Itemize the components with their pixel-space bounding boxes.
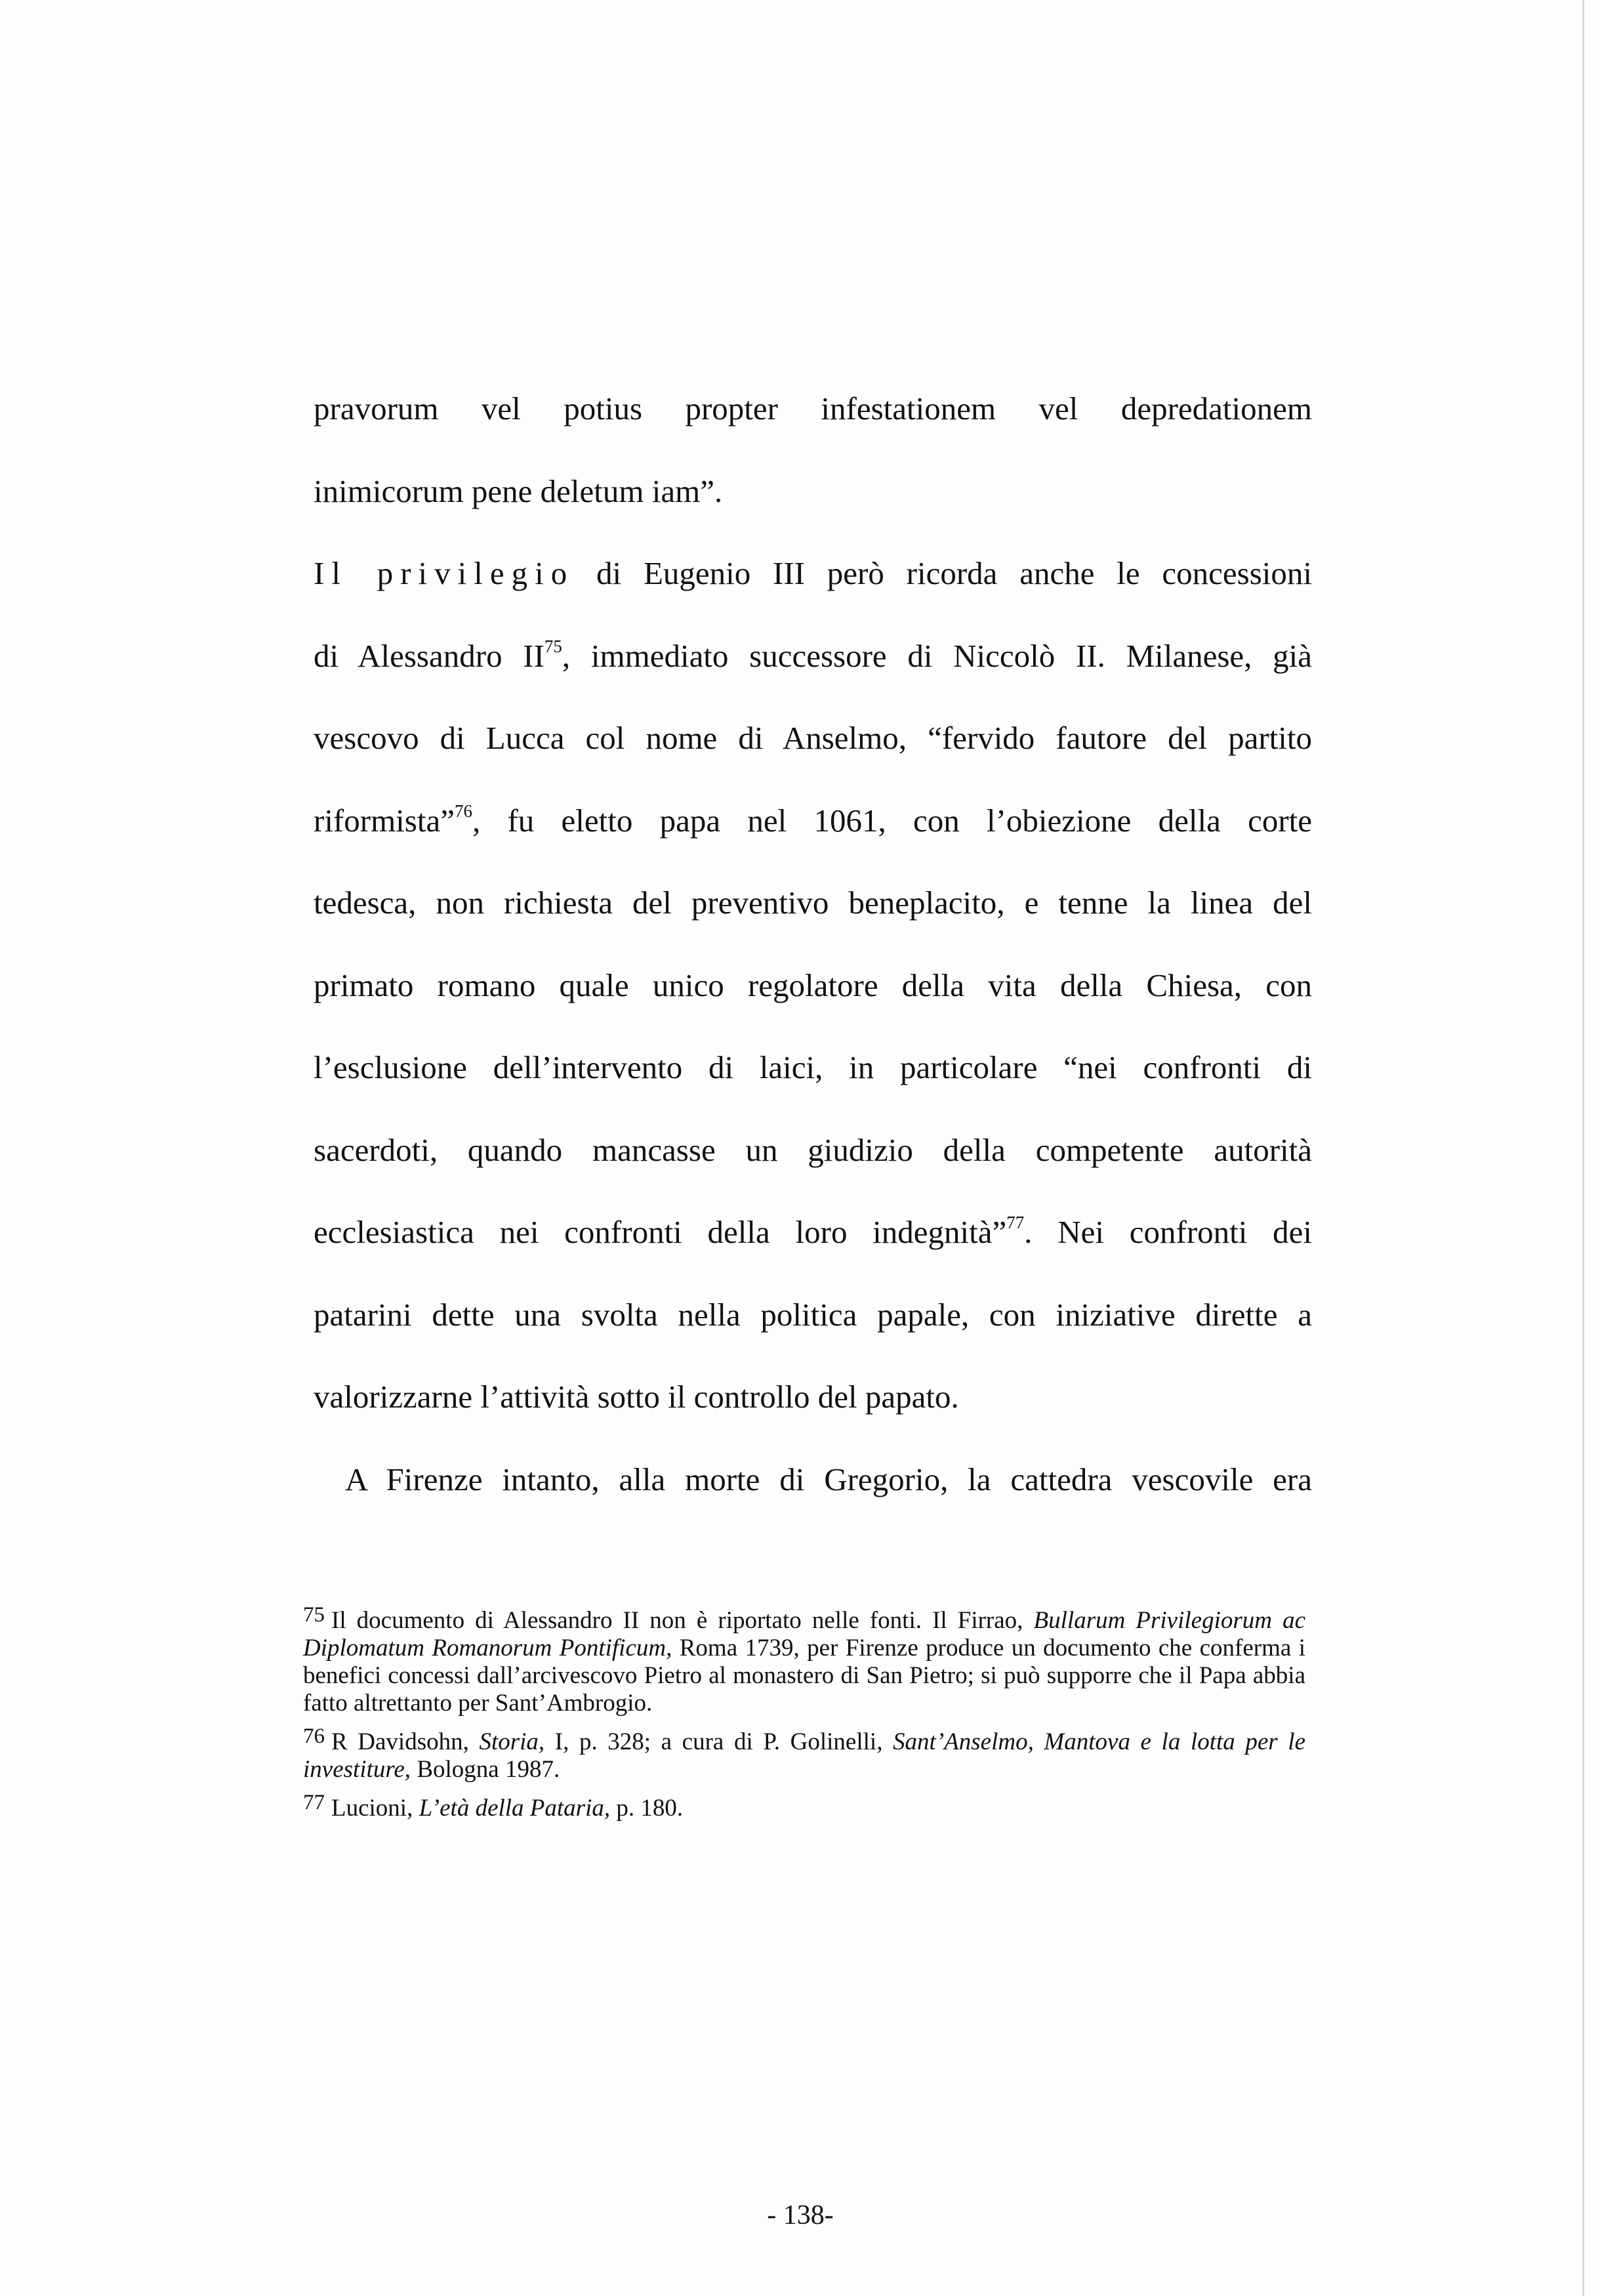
text-span: pravorum vel potius propter infestationem vel depredationem bbox=[314, 390, 1312, 427]
text-span: vescovo di Lucca col nome di Anselmo, “fervido fautore del partito bbox=[314, 720, 1312, 756]
text-span: tedesca, non richiesta del preventivo beneplacito, e tenne la linea del bbox=[314, 885, 1312, 921]
text-span: , immediato successore di Niccolò II. Milanese, già bbox=[562, 637, 1312, 674]
page-edge bbox=[1582, 0, 1584, 2296]
footnote-text: Il documento di Alessandro II non è riportato nelle fonti. Il Firrao, bbox=[331, 1607, 1034, 1634]
page-number: - 138- bbox=[767, 2200, 834, 2230]
text-line bbox=[314, 1438, 1312, 1521]
footnotes bbox=[303, 1601, 1305, 1827]
footnote-77 bbox=[303, 1789, 1305, 1822]
footnote-title: L’età della Pataria, bbox=[419, 1795, 611, 1822]
text-span: inimicorum pene deletum iam”. bbox=[314, 472, 723, 509]
text-span: valorizzarne l’attività sotto il controllo del papato. bbox=[314, 1379, 959, 1415]
footnote-title: Sant’Anselmo, Mantova e la lotta per le investiture, bbox=[303, 1728, 1305, 1783]
main-text bbox=[314, 367, 1312, 1520]
footnote-title: Storia, bbox=[479, 1728, 545, 1755]
footnote-75 bbox=[303, 1601, 1305, 1717]
footnote-text: I, p. 328; a cura di P. Golinelli, bbox=[544, 1728, 893, 1755]
text-line bbox=[314, 697, 1312, 780]
text-span: primato romano quale unico regolatore della vita della Chiesa, con bbox=[314, 967, 1312, 1003]
footnote-text: p. 180. bbox=[610, 1795, 684, 1822]
spaced-emphasis: Il privilegio bbox=[314, 555, 575, 591]
text-line bbox=[314, 1026, 1312, 1109]
footnote-text: Lucioni, bbox=[331, 1795, 419, 1822]
text-span: l’esclusione dell’intervento di laici, in particolare “nei confronti di bbox=[314, 1049, 1312, 1085]
text-line bbox=[314, 1274, 1312, 1356]
text-line bbox=[314, 532, 1312, 615]
footnote-ref-77: 77 bbox=[1006, 1213, 1025, 1232]
text-line bbox=[314, 1109, 1312, 1192]
text-span: patarini dette una svolta nella politica papale, con iniziative dirette a bbox=[314, 1296, 1312, 1333]
footnote-ref-76: 76 bbox=[454, 801, 472, 821]
text-span: , fu eletto papa nel 1061, con l’obiezione della corte bbox=[472, 802, 1312, 839]
text-line bbox=[314, 367, 1312, 450]
footnote-number: 77 bbox=[303, 1791, 325, 1814]
text-line bbox=[314, 450, 1312, 533]
footnote-number: 75 bbox=[303, 1603, 325, 1627]
text-span: di Eugenio III però ricorda anche le concessioni bbox=[574, 555, 1313, 591]
text-span: . Nei confronti dei bbox=[1024, 1214, 1312, 1250]
text-span: di Alessandro II bbox=[314, 637, 544, 674]
text-line bbox=[314, 780, 1312, 862]
text-line bbox=[314, 944, 1312, 1027]
text-line bbox=[314, 1191, 1312, 1274]
footnote-title: Bullarum Privilegiorum ac Diplomatum Romanorum Pontificum, bbox=[303, 1607, 1305, 1661]
footnote-text: Bologna 1987. bbox=[411, 1756, 560, 1783]
text-line bbox=[314, 1356, 1312, 1438]
footnote-text: R Davidsohn, bbox=[331, 1728, 480, 1755]
footnote-ref-75: 75 bbox=[544, 636, 562, 656]
text-line bbox=[314, 862, 1312, 944]
footnote-text: Roma 1739, per Firenze produce un documento che conferma i benefici concessi dall’arcivescovo Pietro al monastero di San Pietro; si può supporre che il Papa abbia fatto altrettanto per Sant’Ambrogio. bbox=[303, 1635, 1305, 1717]
text-span: A Firenze intanto, alla morte di Gregorio, la cattedra vescovile era bbox=[345, 1461, 1312, 1497]
footnote-76 bbox=[303, 1722, 1305, 1784]
text-span: sacerdoti, quando mancasse un giudizio della competente autorità bbox=[314, 1131, 1312, 1168]
text-span: ecclesiastica nei confronti della loro indegnità” bbox=[314, 1214, 1007, 1250]
footnote-number: 76 bbox=[303, 1724, 325, 1748]
text-line bbox=[314, 615, 1312, 698]
text-span: riformista” bbox=[314, 802, 455, 839]
